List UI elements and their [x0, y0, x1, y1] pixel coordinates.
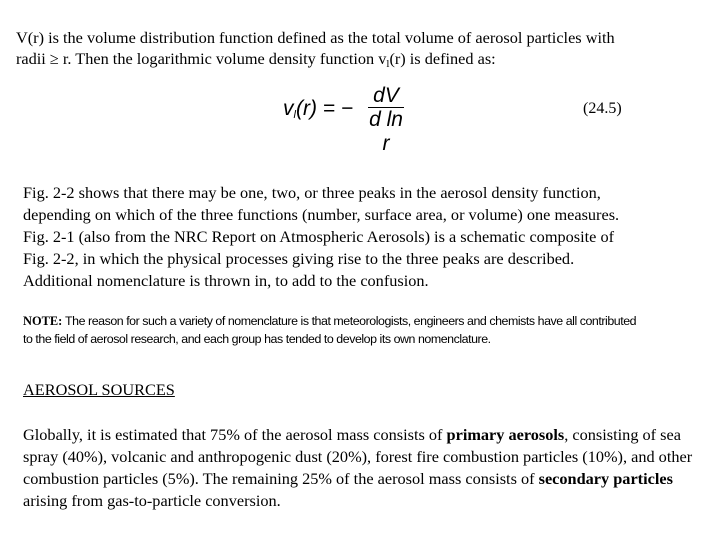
- note-label: NOTE:: [23, 314, 63, 328]
- para3-text-3: arising from gas-to-particle conversion.: [23, 491, 281, 510]
- para3-text-2: , consisting of sea spray (40%), volcanic and anthropogenic dust (20%), forest fire combustion particles (10%), and other combustion particles (5%). The remaining 25% of the aerosol mass consists of: [23, 425, 693, 488]
- aerosol-sources-paragraph: [23, 424, 713, 512]
- note-line-2: to the field of aerosol research, and each group has tended to develop its own nomenclature.: [23, 332, 491, 346]
- equation-lhs: [283, 97, 353, 121]
- intro-line-1: V(r) is the volume distribution function defined as the total volume of aerosol particles with: [16, 28, 615, 47]
- intro-line-2a: radii ≥ r. Then the logarithmic volume density function v: [16, 49, 387, 68]
- para3-text-1: Globally, it is estimated that 75% of the aerosol mass consists of: [23, 425, 447, 444]
- equation-lhs-rest: (r) = −: [295, 97, 354, 120]
- figure-description-paragraph: [23, 182, 713, 292]
- para2-line-1: Fig. 2-2 shows that there may be one, two, or three peaks in the aerosol density function,: [23, 183, 601, 202]
- equation-lhs-subscript: l: [293, 109, 296, 121]
- note-line-1: The reason for such a variety of nomenclature is that meteorologists, engineers and chemists have all contributed: [62, 314, 637, 328]
- equation-lhs-var: v: [283, 97, 294, 120]
- intro-paragraph: [16, 27, 706, 75]
- equation-denominator: d ln r: [369, 108, 403, 155]
- equation-number: (24.5): [583, 100, 622, 117]
- para2-line-2: depending on which of the three functions (number, surface area, or volume) one measures.: [23, 205, 620, 224]
- note-paragraph: [23, 312, 713, 348]
- equation-fraction: [369, 85, 403, 156]
- primary-aerosols-term: primary aerosols: [446, 425, 565, 444]
- intro-line-2b: (r) is defined as:: [389, 49, 496, 68]
- secondary-particles-term: secondary particles: [538, 469, 673, 488]
- para2-line-5: Additional nomenclature is thrown in, to add to the confusion.: [23, 271, 429, 290]
- para2-line-3: Fig. 2-1 (also from the NRC Report on Atmospheric Aerosols) is a schematic composite of: [23, 227, 615, 246]
- para2-line-4: Fig. 2-2, in which the physical processes giving rise to the three peaks are described.: [23, 249, 575, 268]
- section-heading: AEROSOL SOURCES: [23, 380, 175, 399]
- equation-numerator: dV: [373, 84, 399, 107]
- intro-subscript: l: [386, 58, 390, 70]
